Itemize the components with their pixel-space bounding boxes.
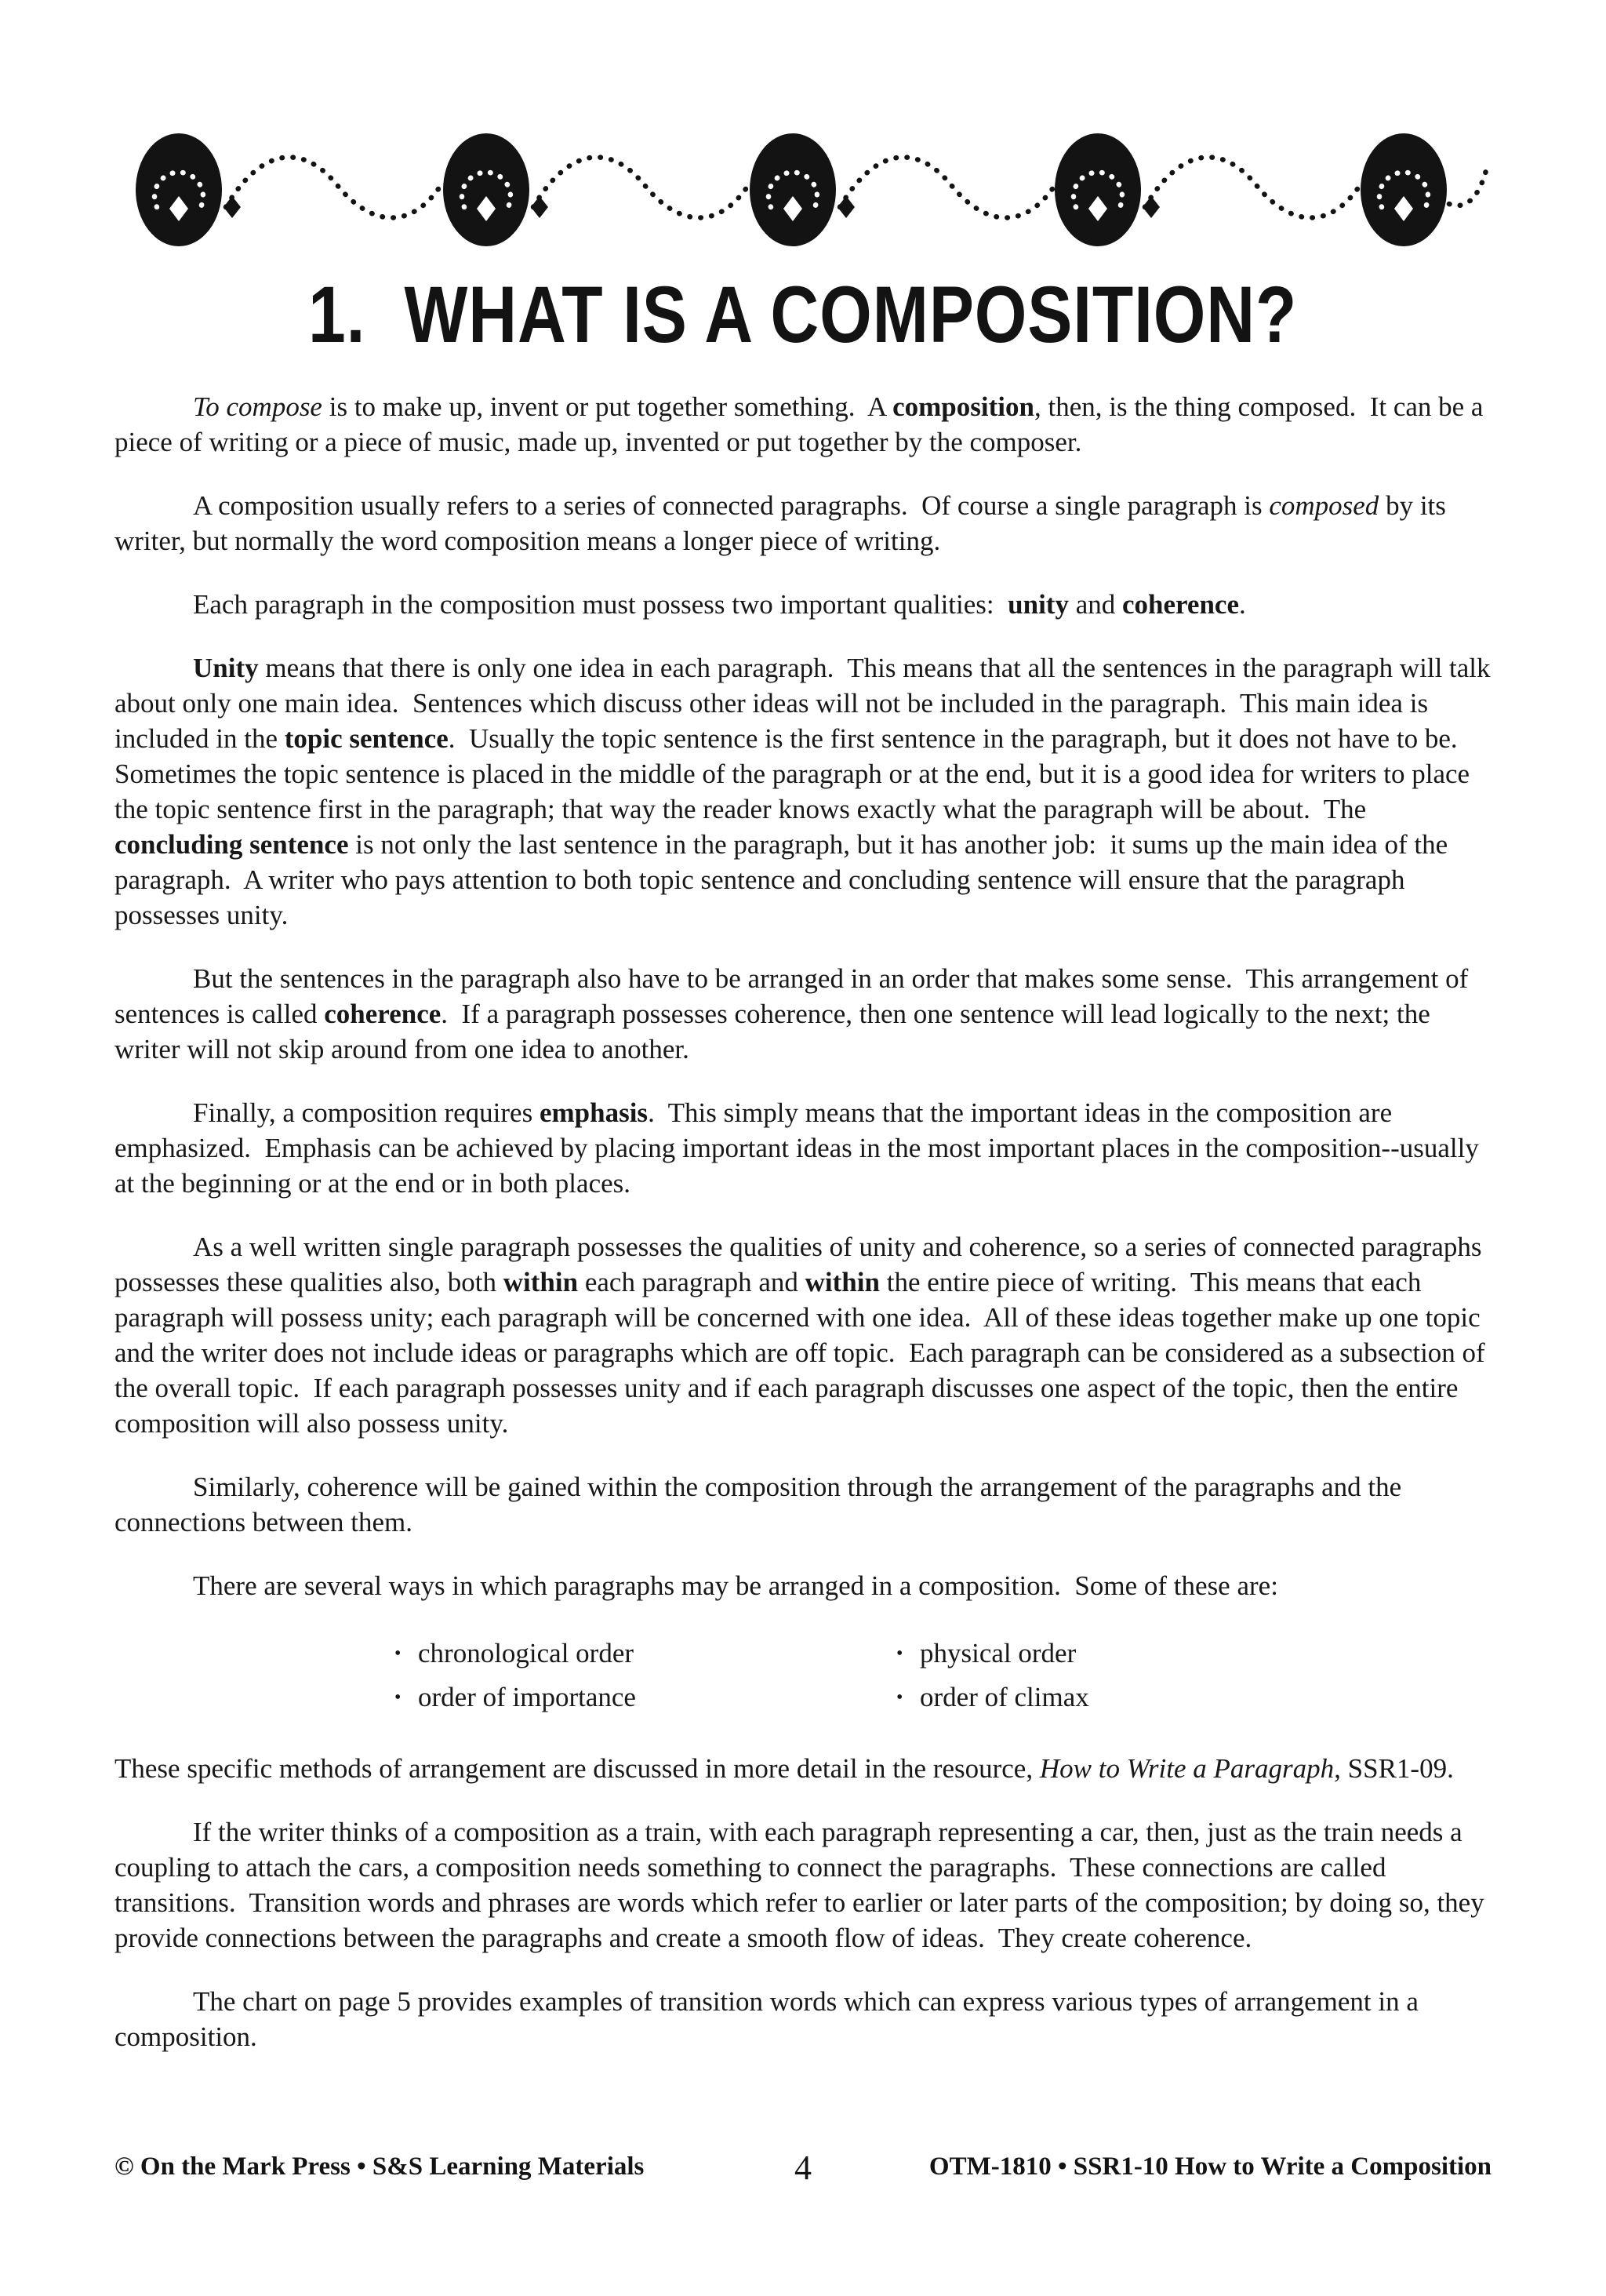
- small-diamond-icon: [531, 196, 548, 218]
- list-item: [896, 1676, 1398, 1719]
- paragraph: [114, 1984, 1499, 2054]
- ornament-ellipse: [1055, 133, 1141, 246]
- list-item-label: physical order: [920, 1638, 1077, 1668]
- text-run: . This simply means that the important ideas in the composition are emphasized. Emphasis can be achieved by placing important ideas in the most important places in the composition--usually at the beginning or at the end or in both places.: [114, 1097, 1479, 1199]
- bold-term: within: [503, 1267, 579, 1297]
- dotted-swirl-icon: [226, 157, 443, 217]
- text-run: by its writer, but normally the word composition means a longer piece of writing.: [114, 490, 1446, 556]
- text-run: These specific methods of arrangement are discussed in more detail in the resource,: [114, 1753, 1040, 1784]
- footer-product-code: OTM-1810 • SSR1-10 How to Write a Composition: [928, 2152, 1492, 2181]
- small-diamond-icon: [1143, 196, 1160, 218]
- italic-term: How to Write a Paragraph,: [1039, 1753, 1341, 1784]
- bold-term: composition: [892, 391, 1034, 422]
- paragraph: [114, 1751, 1499, 1786]
- dotted-tail-icon: [1449, 168, 1487, 206]
- text-run: Each paragraph in the composition must possess two important qualities:: [193, 589, 1008, 620]
- bold-term: coherence: [1122, 589, 1240, 620]
- list-item-label: chronological order: [418, 1638, 634, 1668]
- text-run: is not only the last sentence in the paragraph, but it has another job: it sums up the main idea of the paragraph. A writer who pays attention to both topic sentence and concluding sentence will ensure that the paragraph possesses unity.: [114, 829, 1448, 930]
- list-item-label: order of importance: [418, 1682, 636, 1712]
- text-run: , then, is the thing composed. It can be a piece of writing or a piece of music, made up, invented or put together by the composer.: [114, 391, 1484, 457]
- bold-term: within: [805, 1267, 880, 1297]
- ornament-ellipse: [1361, 133, 1447, 246]
- paragraph: [114, 389, 1499, 460]
- bold-term: topic sentence: [284, 723, 449, 754]
- page-footer: [114, 2148, 1492, 2189]
- dotted-swirl-icon: [533, 157, 750, 217]
- italic-term: composed: [1269, 490, 1379, 521]
- text-run: Similarly, coherence will be gained within the composition through the arrangement of the paragraphs and the connections between them.: [114, 1472, 1402, 1537]
- text-run: the entire piece of writing. This means that each paragraph will possess unity; each paragraph will be concerned with one idea. All of these ideas together make up one topic and the writer does not include ideas or paragraphs which are off topic. Each paragraph can be considered as a subsection of the overall topic. If each paragraph possesses unity and if each paragraph discusses one aspect of the topic, then the entire composition will also possess unity.: [114, 1267, 1485, 1439]
- paragraph: [114, 1229, 1499, 1441]
- small-diamond-icon: [838, 196, 855, 218]
- dotted-swirl-icon: [1145, 157, 1362, 217]
- list-item: [394, 1676, 896, 1719]
- text-run: If the writer thinks of a composition as a train, with each paragraph representing a car, then, just as the train needs a coupling to attach the cars, a composition needs something to connect the paragraphs. These connections are called transitions. Transition words and phrases are words which refer to earlier or later parts of the composition; by doing so, they provide connections between the paragraphs and create a smooth flow of ideas. They create coherence.: [114, 1817, 1484, 1953]
- text-run: and: [1068, 589, 1122, 620]
- list-item: [896, 1632, 1398, 1676]
- text-run: There are several ways in which paragraphs may be arranged in a composition. Some of these are:: [193, 1570, 1278, 1601]
- text-run: means that there is only one idea in each paragraph. This means that all the sentences in the paragraph will talk about only one main idea. Sentences which discuss other ideas will not be included in the paragraph. This main idea is included in the: [114, 653, 1491, 754]
- text-run: A composition usually refers to a series of connected paragraphs. Of course a single paragraph is: [193, 490, 1270, 521]
- ornament-band: [110, 122, 1506, 264]
- ornament-ellipse: [750, 133, 836, 246]
- italic-term: To compose: [193, 391, 322, 422]
- arrangement-bullet-list: [114, 1632, 1499, 1719]
- footer-publisher: © On the Mark Press • S&S Learning Materials: [114, 2152, 645, 2181]
- text-run: Finally, a composition requires: [193, 1097, 540, 1128]
- bold-term: emphasis: [539, 1097, 649, 1128]
- small-diamond-icon: [223, 196, 241, 218]
- bold-term: coherence: [324, 999, 441, 1029]
- page-title-text: 1. WHAT IS A COMPOSITION?: [308, 270, 1298, 359]
- paragraph: [114, 961, 1499, 1067]
- bold-term: Unity: [193, 653, 259, 683]
- text-run: each paragraph and: [578, 1267, 805, 1297]
- text-run: The chart on page 5 provides examples of transition words which can express various types of arrangement in a composition.: [114, 1986, 1419, 2052]
- bullet-icon: •: [896, 1687, 903, 1708]
- text-run: But the sentences in the paragraph also have to be arranged in an order that makes some sense. This arrangement of sentences is called: [114, 963, 1469, 1029]
- bullet-column: [394, 1632, 896, 1719]
- text-run: . If a paragraph possesses coherence, then one sentence will lead logically to the next; the writer will not skip around from one idea to another.: [114, 999, 1430, 1064]
- footer-page-number: 4: [794, 2149, 812, 2187]
- paragraph: [114, 650, 1499, 933]
- paragraph: [114, 1095, 1499, 1201]
- bullet-icon: •: [394, 1687, 402, 1708]
- text-run: As a well written single paragraph possesses the qualities of unity and coherence, so a series of connected paragraphs possesses these qualities also, both: [114, 1232, 1482, 1297]
- ornament-band-graphic: [110, 122, 1506, 264]
- ornament-ellipse: [136, 133, 222, 246]
- ornament-ellipse: [443, 133, 529, 246]
- paragraph: [114, 1568, 1499, 1603]
- bold-term: concluding sentence: [114, 829, 349, 860]
- text-run: SSR1-09.: [1340, 1753, 1454, 1784]
- paragraph: [114, 1469, 1499, 1540]
- list-item-label: order of climax: [920, 1682, 1089, 1712]
- bullet-icon: •: [896, 1643, 903, 1664]
- paragraph: [114, 1814, 1499, 1956]
- paragraph: [114, 488, 1499, 559]
- list-item: [394, 1632, 896, 1676]
- text-run: is to make up, invent or put together something. A: [322, 391, 893, 422]
- text-run: . Usually the topic sentence is the first sentence in the paragraph, but it does not have to be. Sometimes the topic sentence is placed in the middle of the paragraph or at the end, but it is a good idea for writers to place the topic sentence first in the paragraph; that way the reader knows exactly what the paragraph will be about. The: [114, 723, 1470, 824]
- bullet-icon: •: [394, 1643, 402, 1664]
- text-run: .: [1239, 589, 1246, 620]
- dotted-swirl-icon: [840, 157, 1057, 217]
- bold-term: unity: [1008, 589, 1069, 620]
- page-title: [0, 270, 1606, 359]
- document-body: [114, 389, 1499, 2083]
- bullet-column: [896, 1632, 1398, 1719]
- paragraph: [114, 587, 1499, 622]
